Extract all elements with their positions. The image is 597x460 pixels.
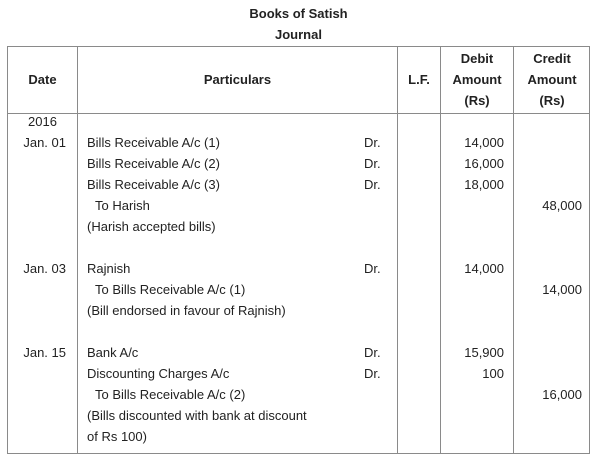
- column-divider: [77, 47, 78, 453]
- header-divider: [8, 113, 589, 114]
- entry-particulars: (Bill endorsed in favour of Rajnish): [87, 303, 286, 318]
- entry-particulars: Bank A/c: [87, 345, 139, 360]
- entry-date: Jan. 01: [23, 135, 66, 150]
- entry-credit-amount: 16,000: [542, 387, 582, 402]
- entry-particulars: To Harish: [95, 198, 150, 213]
- entry-particulars: Rajnish: [87, 261, 131, 276]
- entry-dr-marker: Dr.: [364, 345, 381, 360]
- journal-title: Journal: [275, 27, 322, 42]
- entry-debit-amount: 100: [482, 366, 504, 381]
- entry-particulars: (Bills discounted with bank at discount: [87, 408, 307, 423]
- header-debit-line1: Debit: [460, 51, 494, 66]
- entry-debit-amount: 15,900: [464, 345, 504, 360]
- header-credit-line3: (Rs): [539, 93, 565, 108]
- entry-dr-marker: Dr.: [364, 366, 381, 381]
- entry-debit-amount: 16,000: [464, 156, 504, 171]
- header-credit-line2: Amount: [527, 72, 577, 87]
- entry-debit-amount: 14,000: [464, 261, 504, 276]
- header-date: Date: [28, 72, 57, 87]
- entry-particulars: of Rs 100): [87, 429, 147, 444]
- entry-date: Jan. 15: [23, 345, 66, 360]
- entry-particulars: Bills Receivable A/c (1): [87, 135, 220, 150]
- entry-credit-amount: 48,000: [542, 198, 582, 213]
- journal-table: [7, 46, 590, 454]
- entry-dr-marker: Dr.: [364, 177, 381, 192]
- header-particulars: Particulars: [203, 72, 272, 87]
- entry-debit-amount: 14,000: [464, 135, 504, 150]
- entry-particulars: Bills Receivable A/c (3): [87, 177, 220, 192]
- header-credit-line1: Credit: [533, 51, 571, 66]
- header-lf: L.F.: [408, 72, 430, 87]
- header-debit-line3: (Rs): [464, 93, 490, 108]
- book-title: Books of Satish: [249, 6, 348, 21]
- entry-particulars: (Harish accepted bills): [87, 219, 216, 234]
- entry-debit-amount: 18,000: [464, 177, 504, 192]
- entry-particulars: To Bills Receivable A/c (2): [95, 387, 246, 402]
- entry-particulars: To Bills Receivable A/c (1): [95, 282, 246, 297]
- header-debit-line2: Amount: [452, 72, 502, 87]
- entry-dr-marker: Dr.: [364, 135, 381, 150]
- entry-particulars: Discounting Charges A/c: [87, 366, 230, 381]
- entry-particulars: Bills Receivable A/c (2): [87, 156, 220, 171]
- column-divider: [397, 47, 398, 453]
- entry-dr-marker: Dr.: [364, 156, 381, 171]
- entry-credit-amount: 14,000: [542, 282, 582, 297]
- year-label: 2016: [28, 114, 57, 129]
- entry-date: Jan. 03: [23, 261, 66, 276]
- entry-dr-marker: Dr.: [364, 261, 381, 276]
